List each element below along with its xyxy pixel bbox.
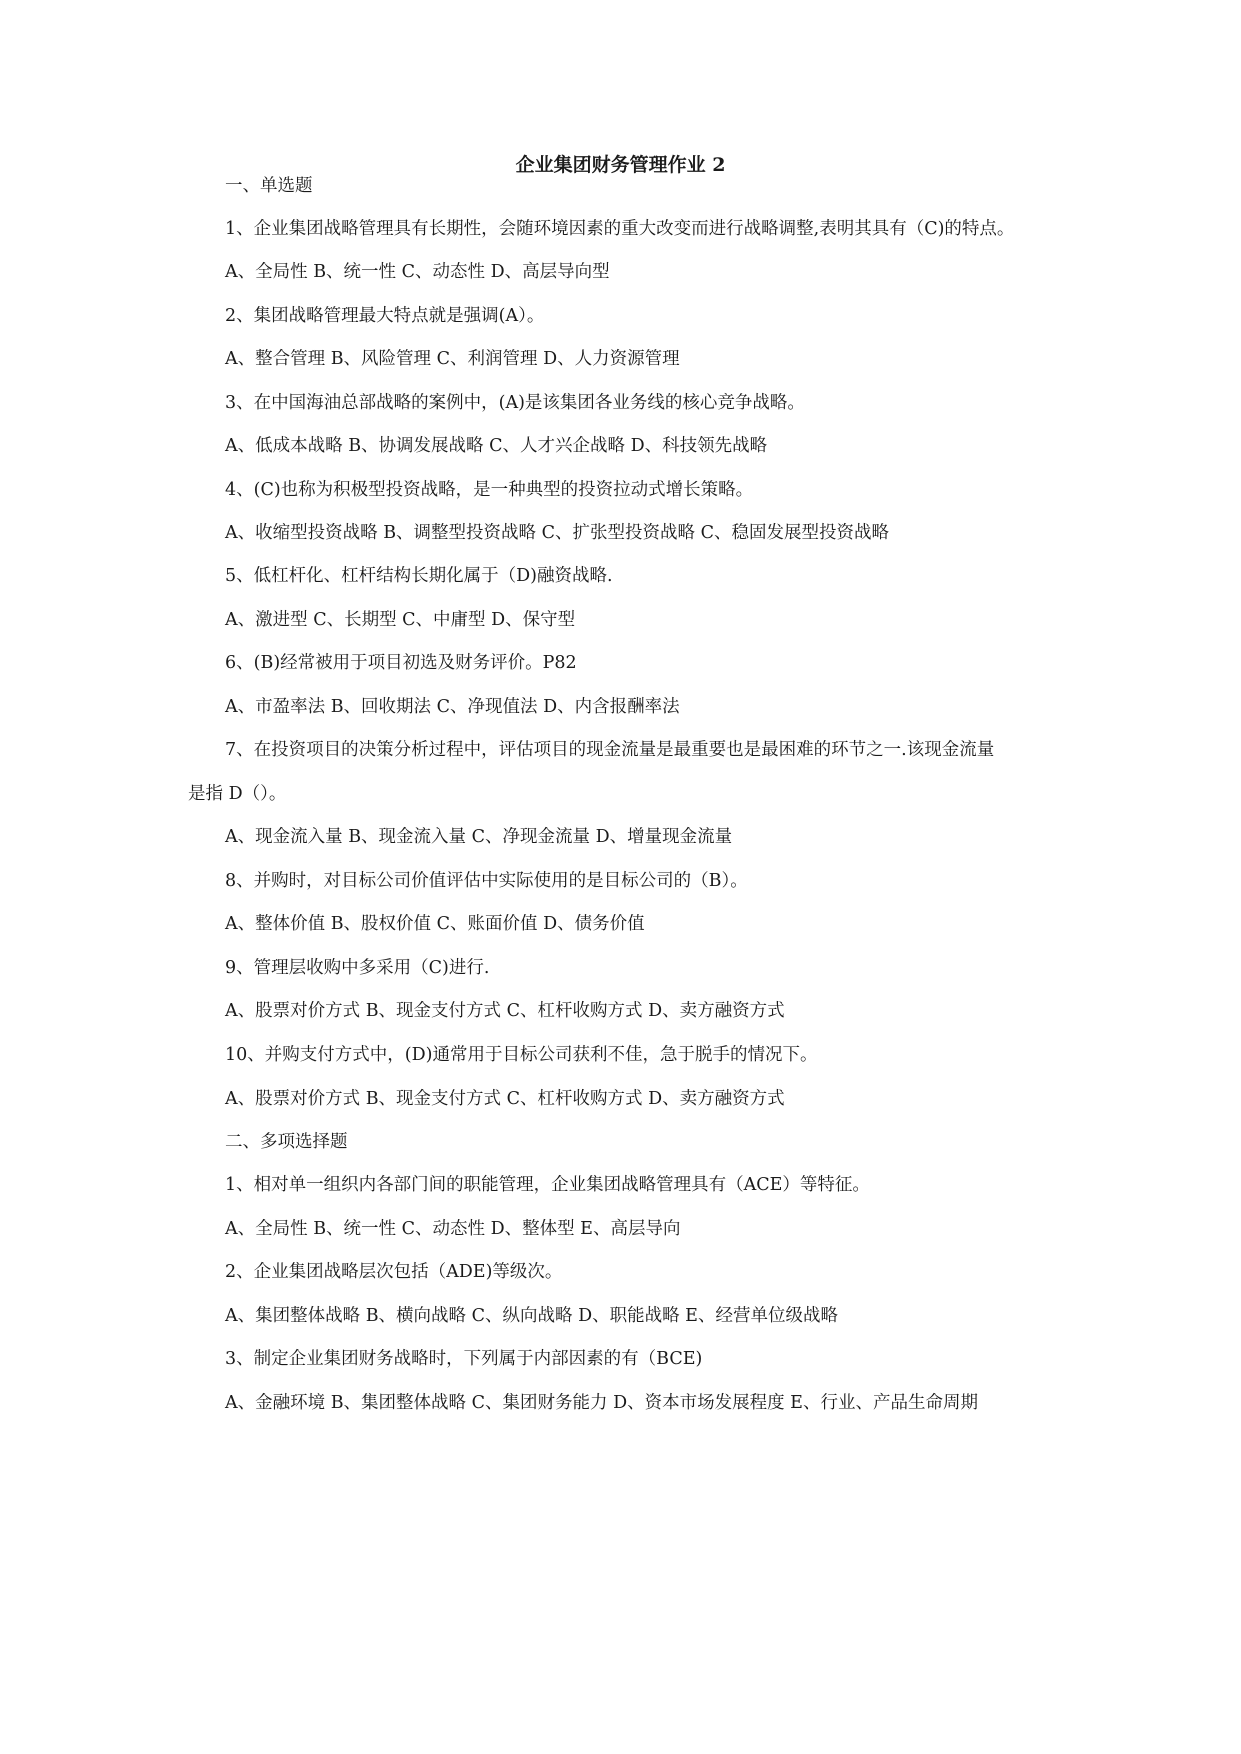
question-6: 6、(B)经常被用于项目初选及财务评价。P82 <box>225 653 577 673</box>
question-4: 4、(C)也称为积极型投资战略，是一种典型的投资拉动式增长策略。 <box>225 480 754 500</box>
question-8: 8、并购时，对目标公司价值评估中实际使用的是目标公司的（B）。 <box>225 871 748 891</box>
question-2: 2、集团战略管理最大特点就是强调(A）。 <box>225 306 545 326</box>
question-9: 9、管理层收购中多采用（C)进行. <box>225 958 490 978</box>
question-6-options: A、市盈率法 B、回收期法 C、净现值法 D、内含报酬率法 <box>225 697 680 717</box>
mc-question-3-options: A、金融环境 B、集团整体战略 C、集团财务能力 D、资本市场发展程度 E、行业、产品生命周期 <box>225 1393 978 1413</box>
question-7-line-2: 是指 D（）。 <box>188 784 287 804</box>
page-title: 企业集团财务管理作业 2 <box>515 154 726 176</box>
mc-question-2: 2、企业集团战略层次包括（ADE)等级次。 <box>225 1262 563 1282</box>
question-9-options: A、股票对价方式 B、现金支付方式 C、杠杆收购方式 D、卖方融资方式 <box>225 1001 785 1021</box>
question-7-options: A、现金流入量 B、现金流入量 C、净现金流量 D、增量现金流量 <box>225 827 733 847</box>
question-10: 10、并购支付方式中，(D)通常用于目标公司获利不佳，急于脱手的情况下。 <box>225 1045 818 1065</box>
question-4-options: A、收缩型投资战略 B、调整型投资战略 C、扩张型投资战略 C、稳固发展型投资战略 <box>225 523 889 543</box>
section-heading-single-choice: 一、单选题 <box>225 176 313 196</box>
question-3: 3、在中国海油总部战略的案例中，(A)是该集团各业务线的核心竞争战略。 <box>225 393 805 413</box>
mc-question-1: 1、相对单一组织内各部门间的职能管理，企业集团战略管理具有（ACE）等特征。 <box>225 1175 870 1195</box>
question-2-options: A、整合管理 B、风险管理 C、利润管理 D、人力资源管理 <box>225 349 680 369</box>
question-1: 1、企业集团战略管理具有长期性，会随环境因素的重大改变而进行战略调整,表明其具有（C)的特点。 <box>225 219 1015 239</box>
question-8-options: A、整体价值 B、股权价值 C、账面价值 D、债务价值 <box>225 914 645 934</box>
question-10-options: A、股票对价方式 B、现金支付方式 C、杠杆收购方式 D、卖方融资方式 <box>225 1089 785 1109</box>
mc-question-1-options: A、全局性 B、统一性 C、动态性 D、整体型 E、高层导向 <box>225 1219 681 1239</box>
question-3-options: A、低成本战略 B、协调发展战略 C、人才兴企战略 D、科技领先战略 <box>225 436 768 456</box>
section-heading-multiple-choice: 二、多项选择题 <box>225 1132 348 1152</box>
question-5: 5、低杠杆化、杠杆结构长期化属于（D)融资战略. <box>225 566 613 586</box>
question-7-line-1: 7、在投资项目的决策分析过程中，评估项目的现金流量是最重要也是最困难的环节之一.该现金流量 <box>225 740 995 760</box>
question-1-options: A、全局性 B、统一性 C、动态性 D、高层导向型 <box>225 262 610 282</box>
question-5-options: A、激进型 C、长期型 C、中庸型 D、保守型 <box>225 610 576 630</box>
mc-question-2-options: A、集团整体战略 B、横向战略 C、纵向战略 D、职能战略 E、经营单位级战略 <box>225 1306 838 1326</box>
mc-question-3: 3、制定企业集团财务战略时，下列属于内部因素的有（BCE) <box>225 1349 703 1369</box>
